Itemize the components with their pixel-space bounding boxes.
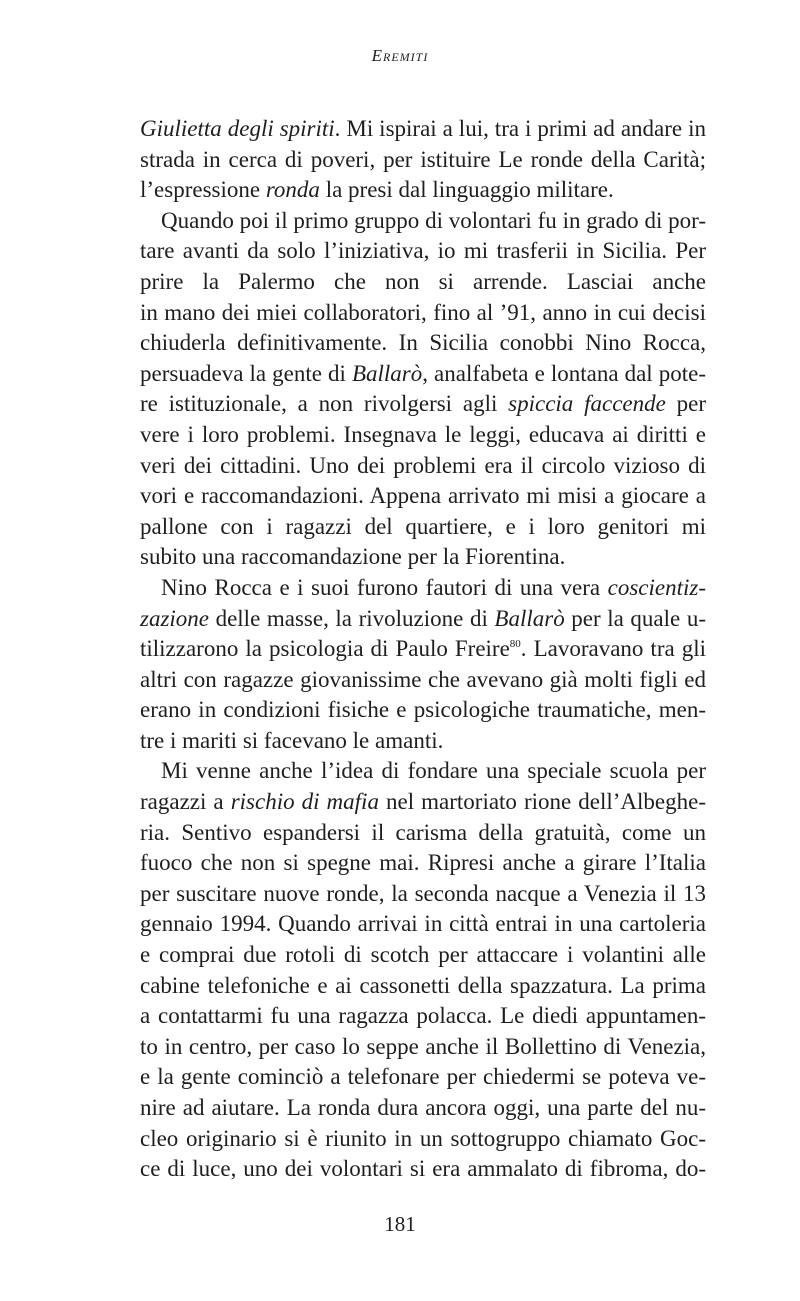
text-line <box>140 1154 706 1185</box>
text-segment: in mano dei miei collaboratori, fino al ’91, anno in cui decisi <box>140 299 706 325</box>
text-segment: subito una raccomandazione per la Fiorentina. <box>140 544 566 570</box>
text-segment: vori e raccomandazioni. Appena arrivato mi misi a giocare a <box>140 483 706 509</box>
text-segment: pallone con i ragazzi del quartiere, e i loro genitori mi <box>140 513 706 539</box>
italic-text: rischio di mafia <box>230 789 379 815</box>
text-line <box>140 389 706 420</box>
text-line <box>140 1124 706 1155</box>
page-number: 181 <box>384 1212 416 1236</box>
text-line <box>140 848 706 879</box>
running-header: Eremiti <box>371 46 429 65</box>
text-line <box>140 328 706 359</box>
text-segment: chiuderla definitivamente. In Sicilia conobbi Nino Rocca, <box>140 330 706 356</box>
text-segment: . Mi ispirai a lui, tra i primi ad andare in <box>334 116 706 141</box>
text-segment: delle masse, la rivoluzione di <box>209 605 495 631</box>
text-segment: ce di luce, uno dei volontari si era ammalato di fibroma, do- <box>140 1156 706 1182</box>
italic-text: Giulietta degli spiriti <box>140 116 335 141</box>
text-segment: tilizzarono la psicologia di Paulo Freire <box>140 636 510 662</box>
text-segment: to in centro, per caso lo seppe anche il Bollettino di Venezia, <box>140 1033 706 1059</box>
text-segment: erano in condizioni fisiche e psicologiche traumatiche, men- <box>140 697 706 723</box>
text-segment: e comprai due rotoli di scotch per attaccare i volantini alle <box>140 942 706 968</box>
text-line <box>140 420 706 451</box>
text-line <box>140 1093 706 1124</box>
text-line <box>140 542 706 573</box>
text-segment: nel martoriato rione dell’Albeghe- <box>378 789 706 815</box>
italic-text: ronda <box>265 177 320 203</box>
text-segment: strada in cerca di poveri, per istituire Le ronde della Carità; <box>140 146 706 172</box>
text-line <box>140 175 706 206</box>
text-line <box>140 145 706 176</box>
text-line <box>140 726 706 757</box>
text-segment: e la gente cominciò a telefonare per chiedermi se poteva ve- <box>140 1064 706 1090</box>
text-segment: a contattarmi fu una ragazza polacca. Le diedi appuntamen- <box>140 1003 706 1029</box>
text-line <box>140 695 706 726</box>
text-segment: per suscitare nuove ronde, la seconda nacque a Venezia il 13 <box>140 880 706 906</box>
footnote-ref: 80 <box>509 638 521 651</box>
text-line <box>140 818 706 849</box>
text-line <box>140 1062 706 1093</box>
text-segment: veri dei cittadini. Uno dei problemi era il circolo vizioso di <box>140 452 706 478</box>
text-line <box>140 573 706 604</box>
text-line <box>140 1032 706 1063</box>
text-segment: prire la Palermo che non si arrende. Lasciai anche <box>140 268 706 294</box>
text-line <box>140 206 706 237</box>
text-line <box>140 1001 706 1032</box>
italic-text: coscientiz- <box>607 574 706 600</box>
text-line <box>140 971 706 1002</box>
text-segment: persuadeva la gente di <box>140 360 352 386</box>
italic-text: Ballarò <box>494 605 565 631</box>
text-segment: l’espressione <box>140 177 266 203</box>
text-segment: re istituzionale, a non rivolgersi agli <box>140 391 509 417</box>
text-line <box>140 940 706 971</box>
text-line <box>140 451 706 482</box>
text-segment: vere i loro problemi. Insegnava le leggi, educava ai diritti e <box>140 421 706 447</box>
text-segment: gennaio 1994. Quando arrivai in città entrai in una cartoleria <box>140 911 706 937</box>
text-segment: ragazzi a <box>140 789 231 815</box>
text-segment: Mi venne anche l’idea di fondare una speciale scuola per <box>161 758 706 784</box>
text-segment: . Lavoravano tra gli <box>520 636 706 662</box>
text-line <box>140 298 706 329</box>
text-line <box>140 481 706 512</box>
text-line <box>140 787 706 818</box>
italic-text: spiccia faccende <box>508 391 666 417</box>
text-segment: Quando poi il primo gruppo di volontari fu in grado di por- <box>161 207 706 233</box>
text-line <box>140 512 706 543</box>
text-line <box>140 634 706 665</box>
text-line <box>140 359 706 390</box>
text-segment: tare avanti da solo l’iniziativa, io mi trasferii in Sicilia. Per <box>140 238 706 264</box>
italic-text: zazione <box>140 605 209 631</box>
text-segment: la presi dal linguaggio militare. <box>319 177 614 203</box>
text-segment: tre i mariti si facevano le amanti. <box>140 727 444 753</box>
text-segment: per <box>676 391 706 417</box>
text-line <box>140 756 706 787</box>
text-segment: , analfabeta e lontana dal pote- <box>422 360 706 386</box>
italic-text: Ballarò <box>351 360 423 386</box>
text-segment: nire ad aiutare. La ronda dura ancora oggi, una parte del nu- <box>140 1095 706 1120</box>
text-segment: cleo originario si è riunito in un sottogruppo chiamato Goc- <box>140 1125 706 1151</box>
text-segment: per la quale u- <box>564 605 706 631</box>
text-segment: ria. Sentivo espandersi il carisma della gratuità, come un <box>140 819 706 845</box>
text-line <box>140 665 706 696</box>
text-line <box>140 236 706 267</box>
text-line <box>140 267 706 298</box>
text-line <box>140 114 706 145</box>
text-segment: Nino Rocca e i suoi furono fautori di una vera <box>161 574 608 600</box>
text-segment: fuoco che non si spegne mai. Ripresi anche a girare l’Italia <box>140 850 706 876</box>
body-text <box>140 114 706 1185</box>
text-line <box>140 909 706 940</box>
text-segment: cabine telefoniche e ai cassonetti della spazzatura. La prima <box>140 972 706 998</box>
text-line <box>140 879 706 910</box>
text-segment: altri con ragazze giovanissime che avevano già molti figli ed <box>140 666 706 692</box>
text-line <box>140 604 706 635</box>
